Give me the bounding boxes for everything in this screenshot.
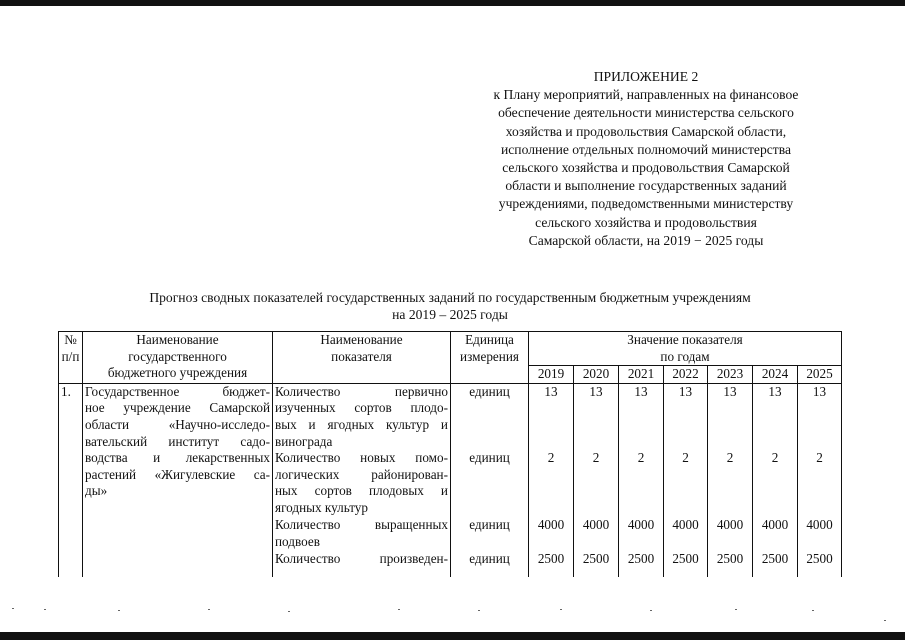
scan-speck [44,609,46,610]
header-year: 2022 [664,366,708,384]
appendix-line: Самарской области, на 2019 − 2025 годы [528,232,764,248]
header-year: 2024 [753,366,798,384]
value-cell: 4000 [529,517,574,551]
indicator-unit: единиц [451,551,529,577]
value-cell: 13 [574,383,619,450]
scan-speck [118,610,120,611]
appendix-line: сельского хозяйства и продовольствия [535,214,757,230]
value-cell: 2500 [664,551,708,577]
header-year: 2020 [574,366,619,384]
scan-noise [0,604,905,624]
appendix-block [450,68,842,250]
value-cell: 2 [708,450,753,517]
institution-name: Государственное бюджет- ное учреждение Самарской области «Научно-исследо- вательский институт садо- водства и лекарственных растений «Жигулевские са- ды» [83,383,273,577]
value-cell: 4000 [619,517,664,551]
appendix-title: ПРИЛОЖЕНИЕ 2 [593,69,699,84]
indicator-name: Количество новых помо- логических районирован- ных сортов плодовых и ягодных культур [273,450,451,517]
value-cell: 4000 [753,517,798,551]
value-cell: 4000 [798,517,842,551]
appendix-line: к Плану мероприятий, направленных на финансовое [493,87,799,103]
value-cell: 2 [619,450,664,517]
header-number: № п/п [59,332,83,384]
header-indicator: Наименование показателя [273,332,451,384]
value-cell: 13 [798,383,842,450]
indicator-name: Количество первично изученных сортов плодо- вых и ягодных культур и винограда [273,383,451,450]
header-unit: Единица измерения [451,332,529,384]
appendix-line: исполнение отдельных полномочий министерства [501,141,791,157]
appendix-line: обеспечение деятельности министерства сельского [498,105,794,121]
value-cell: 2500 [798,551,842,577]
scan-speck [478,610,480,611]
value-cell: 2 [798,450,842,517]
header-year: 2019 [529,366,574,384]
value-cell: 2 [529,450,574,517]
value-cell: 4000 [664,517,708,551]
value-cell: 13 [529,383,574,450]
header-values: Значение показателя по годам [529,332,842,366]
scan-speck [12,608,14,609]
scan-speck [288,611,290,612]
scan-speck [208,609,210,610]
scan-speck [735,609,737,610]
header-year: 2023 [708,366,753,384]
table-heading-line-1: Прогноз сводных показателей государственных заданий по государственным бюджетным учреждениям [149,290,751,305]
value-cell: 2 [574,450,619,517]
scan-speck [560,609,562,610]
table-heading [60,289,840,323]
top-border [0,0,905,6]
value-cell: 4000 [574,517,619,551]
appendix-line: сельского хозяйства и продовольствия Самарской [502,160,790,176]
scan-speck [650,610,652,611]
value-cell: 13 [753,383,798,450]
scan-speck [398,609,400,610]
indicator-unit: единиц [451,517,529,551]
value-cell: 4000 [708,517,753,551]
value-cell: 2500 [529,551,574,577]
appendix-line: хозяйства и продовольствия Самарской области, [505,123,787,139]
value-cell: 13 [708,383,753,450]
indicator-unit: единиц [451,383,529,450]
header-institution: Наименование государственного бюджетного учреждения [83,332,273,384]
value-cell: 2500 [574,551,619,577]
bottom-border [0,632,905,640]
header-year: 2021 [619,366,664,384]
value-cell: 2500 [708,551,753,577]
value-cell: 2 [664,450,708,517]
indicators-table [58,331,842,577]
value-cell: 13 [664,383,708,450]
appendix-line: области и выполнение государственных заданий [505,178,787,194]
table-heading-line-2: на 2019 – 2025 годы [392,307,508,322]
value-cell: 2500 [619,551,664,577]
indicator-unit: единиц [451,450,529,517]
value-cell: 2 [753,450,798,517]
row-number: 1. [59,383,83,577]
scan-speck [884,620,886,621]
value-cell: 13 [619,383,664,450]
scan-speck [812,610,814,611]
value-cell: 2500 [753,551,798,577]
indicator-name: Количество произведен- [273,551,451,577]
appendix-line: учреждениями, подведомственными министерству [498,196,794,212]
indicator-name: Количество выращенных подвоев [273,517,451,551]
header-year: 2025 [798,366,842,384]
